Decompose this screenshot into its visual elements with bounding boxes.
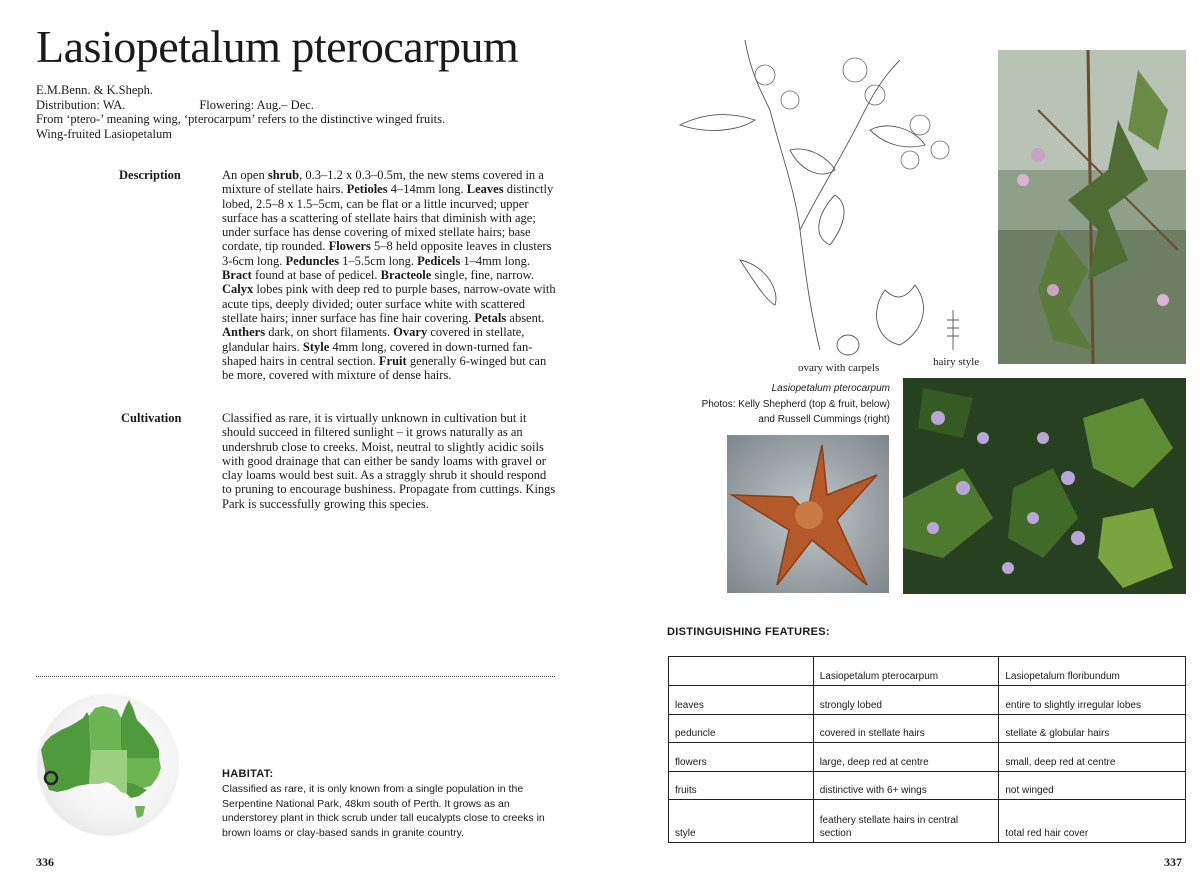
map-region-sa: [89, 750, 127, 794]
drawing-ovary: [837, 335, 859, 355]
table-cell: large, deep red at centre: [813, 743, 999, 772]
table-cell: feathery stellate hairs in central section: [813, 800, 999, 843]
drawing-flower: [931, 141, 949, 159]
photo-winged-fruit: [727, 435, 889, 593]
botanical-drawing: [670, 10, 990, 360]
table-cell: peduncle: [669, 714, 814, 743]
table-row: [669, 771, 1186, 800]
drawing-leaf: [870, 126, 925, 147]
table-cell: covered in stellate hairs: [813, 714, 999, 743]
cultivation-label: Cultivation: [121, 411, 182, 425]
description-fragment: , 0.3–1.2 x 0.3–0.5m, the new stems covered in a mixture of stellate hairs.: [222, 168, 544, 197]
description-fragment: 4–14mm long.: [387, 182, 467, 197]
description-fragment: found at base of pedicel.: [251, 268, 381, 283]
map-region-nt: [89, 706, 121, 750]
description-fragment: lobes pink with deep red to purple bases, narrow-ovate with acute tips, deeply divided; outer surface white with scattered stellate hairs; inner surface has fine hair covering.: [222, 282, 556, 325]
photo-flowers-foliage-svg: [903, 378, 1186, 594]
drawing-flower: [843, 58, 867, 82]
drawing-leaf: [680, 115, 755, 131]
table-row: [669, 714, 1186, 743]
table-row: [669, 800, 1186, 843]
habitat-heading: HABITAT:: [222, 768, 274, 780]
features-heading: DISTINGUISHING FEATURES:: [667, 626, 830, 638]
table-cell: not winged: [999, 771, 1186, 800]
map-region-tas: [135, 806, 145, 818]
description-fragment: covered in stellate, glandular hairs.: [222, 325, 525, 354]
photo-flowering-stem-svg: [998, 50, 1186, 364]
description-fragment: 4mm long, covered in down-turned fan-shaped hairs in central section.: [222, 339, 533, 368]
table-header-row: [669, 657, 1186, 686]
distribution-flowering-line: [36, 98, 596, 113]
table-cell: style: [669, 800, 814, 843]
species-title: Lasiopetalum pterocarpum: [36, 21, 519, 72]
description-term: Anthers: [222, 325, 266, 340]
drawing-flower: [901, 151, 919, 169]
author-line: E.M.Benn. & K.Sheph.: [36, 83, 154, 97]
distribution: Distribution: WA.: [36, 97, 126, 112]
description-fragment: dark, on short filaments.: [265, 325, 394, 340]
description-term: Pedicels: [417, 253, 461, 268]
description-fragment: distinctly lobed, 2.5–8 x 1.5–5cm, can be flat or a little incurved; upper surface has a scattering of stellate hairs that diminish with age; under surface has dense covering of mixed stellate hairs; base cordate, tip rounded.: [222, 182, 554, 254]
map-region-wa: [41, 712, 91, 792]
table-header-cell: [669, 657, 814, 686]
table-cell: strongly lobed: [813, 686, 999, 715]
page-number-right: 337: [1164, 855, 1182, 869]
drawing-stem: [770, 110, 820, 350]
photo-winged-fruit-svg: [727, 435, 889, 593]
drawing-flower: [781, 91, 799, 109]
table-cell: entire to slightly irregular lobes: [999, 686, 1186, 715]
drawing-style: [947, 310, 959, 350]
australia-distribution-map-icon: [37, 694, 179, 836]
caption-title: Lasiopetalum pterocarpum: [771, 383, 890, 394]
description-term: Calyx: [222, 282, 254, 297]
table-cell: leaves: [669, 686, 814, 715]
description-fragment: An open: [222, 168, 268, 182]
table-cell: stellate & globular hairs: [999, 714, 1186, 743]
drawing-flower: [910, 115, 930, 135]
botanical-drawing-svg: [670, 10, 990, 360]
drawing-leaf: [819, 195, 844, 245]
description-term: Petals: [474, 310, 507, 325]
caption-line-1: Photos: Kelly Shepherd (top & fruit, below): [701, 398, 890, 410]
photo-caption: [660, 381, 890, 428]
description-fragment: single, fine, narrow.: [431, 268, 534, 283]
species-meta: [36, 83, 596, 141]
drawing-branch: [745, 40, 770, 110]
description-term: Style: [302, 339, 330, 354]
drawing-fruit: [877, 285, 924, 345]
cultivation-text: Classified as rare, it is virtually unknown in cultivation but it should succeed in filtered sunlight – it grows naturally as an undershrub close to creeks. Moist, neutral to slightly acidic soils with good drainage that can either be sandy loams with gravel or clay loams would best suit. As a straggly shrub it should respond to pruning to encourage bushiness. Propagate from cuttings. Kings Park is successfully growing this species.: [222, 411, 556, 511]
map-region-qld: [121, 700, 159, 758]
drawing-flower: [865, 85, 885, 105]
photo-flowering-stem: [998, 50, 1186, 364]
drawing-branch: [800, 60, 900, 230]
table-row: [669, 686, 1186, 715]
page-number-left: 336: [36, 855, 54, 869]
description-fragment: generally 6-winged but can be more, covered with mixture of dense hairs.: [222, 353, 547, 383]
table-row: [669, 743, 1186, 772]
description-fragment: 1–4mm long.: [460, 253, 530, 268]
habitat-text: Classified as rare, it is only known from a single population in the Serpentine National Park, 48km south of Perth. It grows as an understorey plant in thick scrub under tall eucalypts close to creeks in brown loams or clay-based sands in granite country.: [222, 783, 545, 839]
flowering: Flowering: Aug.– Dec.: [199, 97, 314, 112]
description-term: Ovary: [393, 325, 428, 340]
description-term: Leaves: [466, 182, 504, 197]
drawing-label-ovary: ovary with carpels: [798, 362, 880, 374]
table-header-cell: Lasiopetalum floribundum: [999, 657, 1186, 686]
drawing-label-style: hairy style: [933, 356, 980, 368]
description-term: Petioles: [346, 182, 388, 197]
drawing-flower: [755, 65, 775, 85]
etymology-line: From ‘ptero-’ meaning wing, ‘pterocarpum’ refers to the distinctive winged fruits.: [36, 112, 446, 126]
drawing-leaf: [740, 260, 776, 305]
table-cell: distinctive with 6+ wings: [813, 771, 999, 800]
description-term: shrub: [267, 168, 300, 182]
common-name-line: Wing-fruited Lasiopetalum: [36, 126, 172, 141]
australia-map-svg: [37, 694, 179, 836]
table-cell: flowers: [669, 743, 814, 772]
description-text: [222, 168, 557, 382]
description-fragment: absent.: [506, 310, 545, 325]
table-cell: fruits: [669, 771, 814, 800]
description-label: Description: [119, 168, 181, 182]
description-fragment: 5–8 held opposite leaves in clusters 3-6cm long.: [222, 239, 552, 268]
photo-flowers-foliage: [903, 378, 1186, 594]
features-table: [668, 656, 1186, 843]
drawing-leaf: [790, 149, 835, 174]
description-term: Fruit: [378, 353, 407, 368]
description-term: Flowers: [328, 239, 371, 254]
description-term: Bracteole: [380, 268, 432, 283]
description-fragment: 1–5.5cm long.: [339, 253, 418, 268]
description-term: Bract: [222, 268, 252, 283]
table-cell: small, deep red at centre: [999, 743, 1186, 772]
table-cell: total red hair cover: [999, 800, 1186, 843]
caption-line-2: and Russell Cummings (right): [758, 414, 890, 425]
dotted-divider: [36, 676, 555, 677]
table-header-cell: Lasiopetalum pterocarpum: [813, 657, 999, 686]
description-term: Peduncles: [285, 253, 340, 268]
